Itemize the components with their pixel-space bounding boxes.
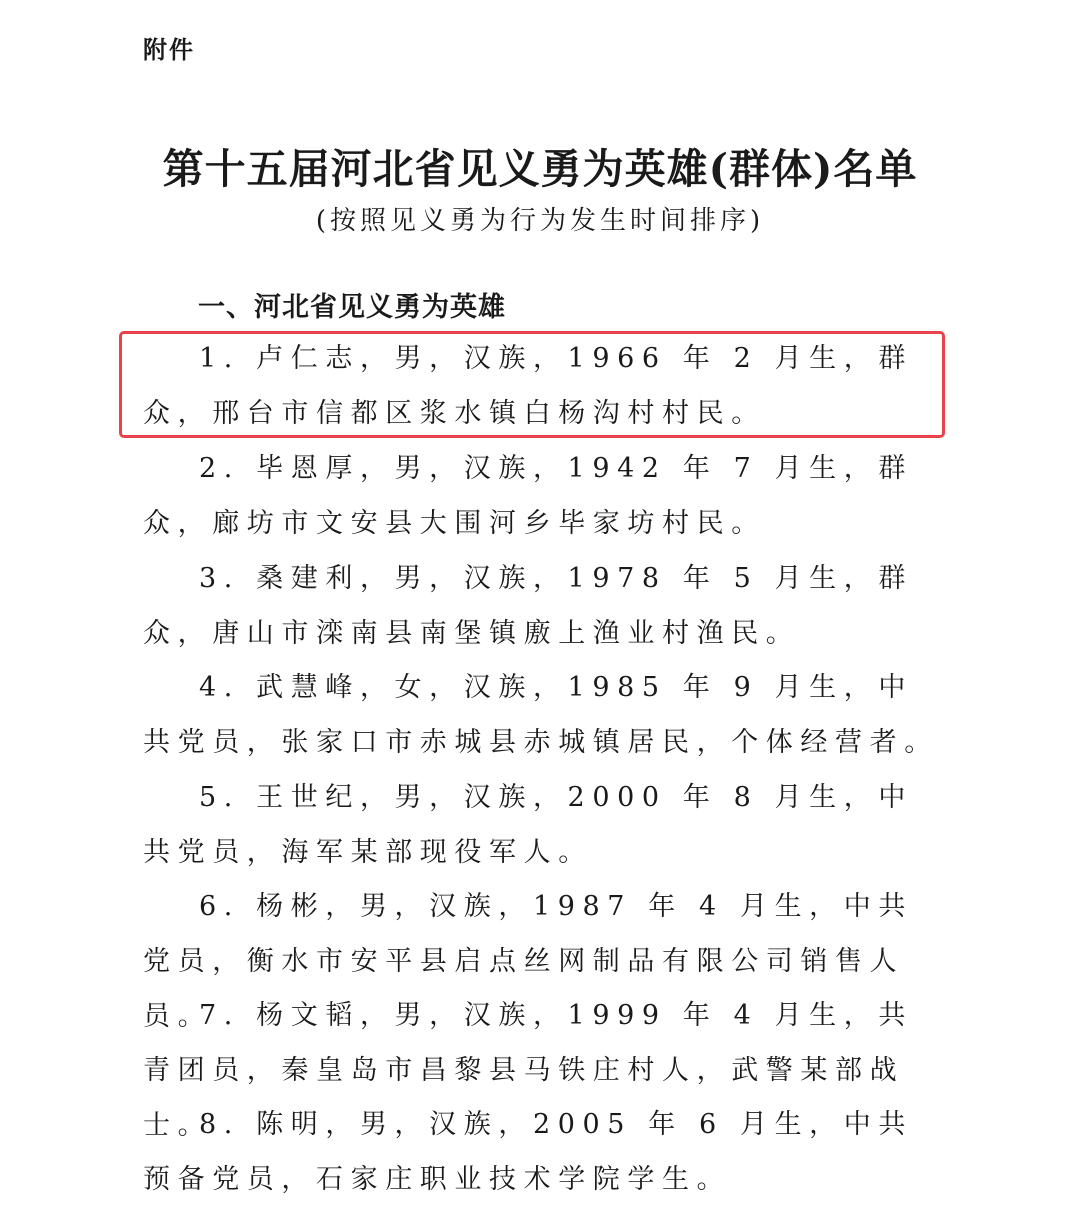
list-item-1: 1. 卢仁志，男，汉族，1966 年 2 月生，群众，邢台市信都区浆水镇白杨沟村村民。	[143, 343, 913, 429]
list-item-5: 5. 王世纪，男，汉族，2000 年 8 月生，中共党员，海军某部现役军人。	[143, 782, 913, 868]
list-item-8: 8. 陈明，男，汉族，2005 年 6 月生，中共预备党员，石家庄职业技术学院学生。	[143, 1109, 913, 1195]
page-title: 第十五届河北省见义勇为英雄(群体)名单	[162, 145, 918, 193]
list-item-3: 3. 桑建利，男，汉族，1978 年 5 月生，群众，唐山市滦南县南堡镇廒上渔业村渔民。	[143, 563, 913, 649]
page-subtitle: (按照见义勇为行为发生时间排序)	[315, 206, 765, 236]
list-item-2: 2. 毕恩厚，男，汉族，1942 年 7 月生，群众，廊坊市文安县大围河乡毕家坊村民。	[143, 453, 913, 539]
list-item-6: 6. 杨彬，男，汉族，1987 年 4 月生，中共党员，衡水市安平县启点丝网制品有限公司销售人员。	[143, 891, 913, 1032]
section-heading: 一、河北省见义勇为英雄	[198, 292, 506, 323]
highlight-box	[119, 331, 945, 438]
list-item-4: 4. 武慧峰，女，汉族，1985 年 9 月生，中共党员，张家口市赤城县赤城镇居民，个体经营者。	[143, 672, 939, 758]
list-item-7: 7. 杨文韬，男，汉族，1999 年 4 月生，共青团员，秦皇岛市昌黎县马铁庄村人，武警某部战士。	[143, 1000, 913, 1141]
attachment-label: 附件	[143, 36, 195, 64]
